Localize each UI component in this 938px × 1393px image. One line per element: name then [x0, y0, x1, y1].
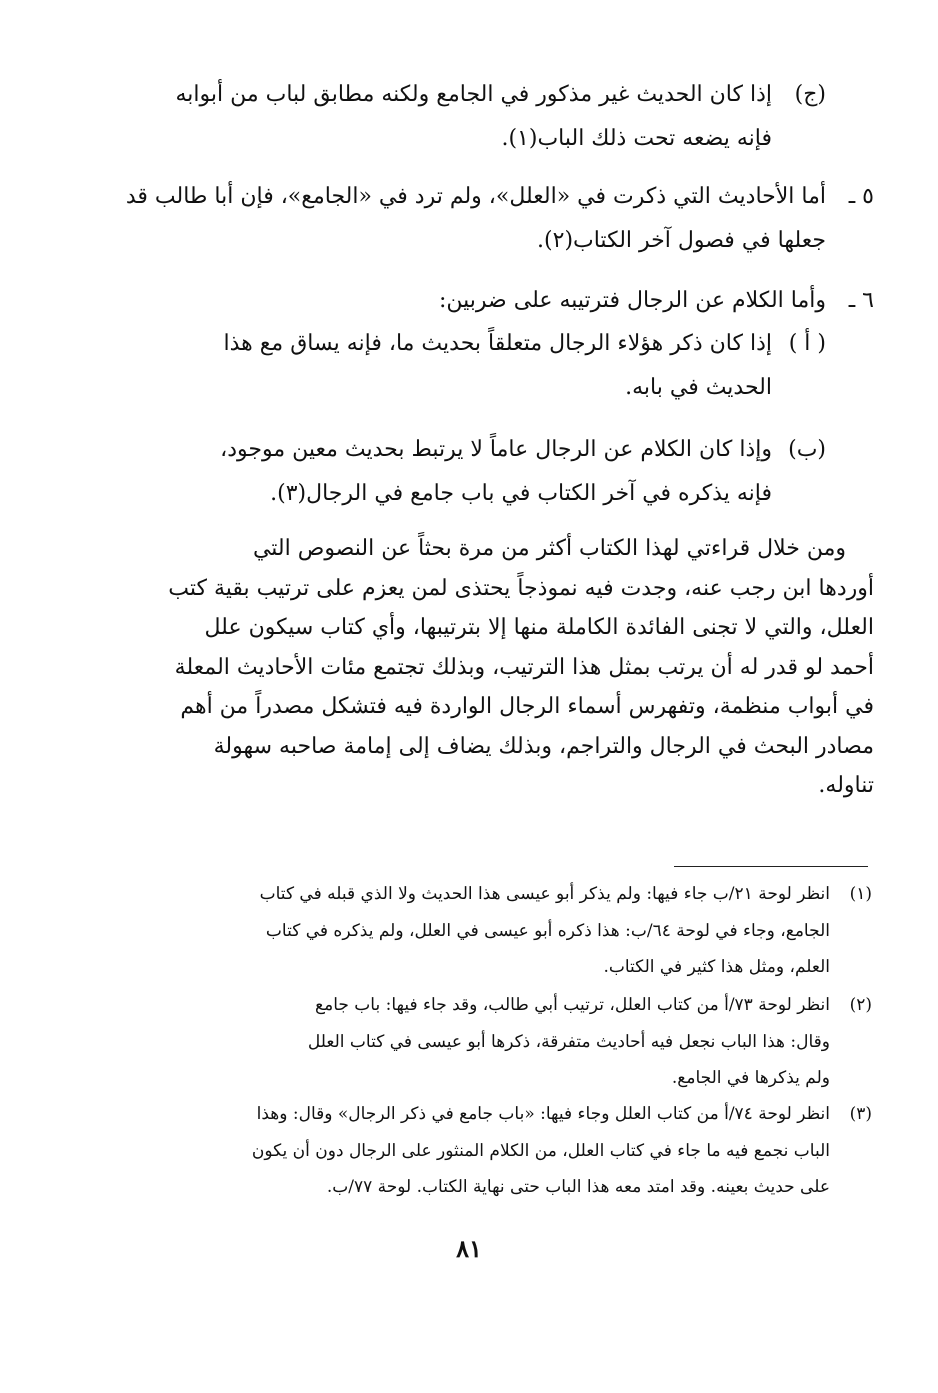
item-line: فإنه يذكره في آخر الكتاب في باب جامع في الرجال(٣). — [270, 481, 772, 506]
footnote-line: انظر لوحة ٢١/ب جاء فيها: ولم يذكر أبو عيسى هذا الحديث ولا الذي قبله في كتاب — [259, 884, 830, 904]
footnote-3 — [140, 1096, 872, 1206]
item-line: وإذا كان الكلام عن الرجال عاماً لا يرتبط بحديث معين موجود، — [220, 437, 772, 462]
paragraph-line: تناوله. — [818, 773, 874, 798]
item-line: فإنه يضعه تحت ذلك الباب(١). — [501, 126, 772, 151]
footnote-number: (٣) — [849, 1104, 872, 1124]
footnote-line: ولم يذكرها في الجامع. — [671, 1068, 830, 1088]
footnote-line: العلم، ومثل هذا كثير في الكتاب. — [603, 957, 830, 977]
paragraph-line: أحمد لو قدر له أن يرتب بمثل هذا الترتيب، وبذلك تجتمع مئات الأحاديث المعلة — [174, 654, 874, 680]
footnote-line: الباب نجمع فيه ما جاء في كتاب العلل، من الكلام المنثور على الرجال دون أن يكون — [251, 1140, 830, 1161]
paragraph-line: العلل، والتي لا تجنى الفائدة الكاملة منها إلا بترتيبها، وأي كتاب سيكون علل — [204, 615, 874, 640]
footnote-2 — [140, 987, 872, 1097]
footnote-line: على حديث بعينه. وقد امتد معه هذا الباب حتى نهاية الكتاب. لوحة ٧٧/ب. — [326, 1177, 830, 1197]
paragraph-line: ومن خلال قراءتي لهذا الكتاب أكثر من مرة بحثاً عن النصوص التي — [252, 536, 846, 561]
footnote-number: (٢) — [849, 995, 872, 1015]
item-line: أما الأحاديث التي ذكرت في «العلل»، ولم ترد في «الجامع»، فإن أبا طالب قد — [125, 184, 826, 209]
item-line: إذا كان ذكر هؤلاء الرجال متعلقاً بحديث ما، فإنه يساق مع هذا — [223, 331, 772, 356]
footnote-number: (١) — [849, 884, 872, 904]
item-line: جعلها في فصول آخر الكتاب(٢). — [537, 228, 826, 253]
paragraph-line: في أبواب منظمة، وتفهرس أسماء الرجال الواردة فيه فتشكل مصدراً من أهم — [180, 694, 874, 719]
body-paragraph — [162, 529, 874, 806]
page-number: ٨١ — [456, 1234, 482, 1263]
list-item-jim — [114, 73, 826, 161]
list-item-5 — [122, 175, 874, 263]
paragraph-line: أوردها ابن رجب عنه، وجدت فيه نموذجاً يحتذى لمن يعزم على ترتيب بقية كتب — [168, 575, 874, 601]
item-marker: ٦ ـ — [848, 288, 874, 313]
footnote-line: الجامع، وجاء في لوحة ٦٤/ب: هذا ذكره أبو عيسى في العلل، ولم يذكره في كتاب — [265, 920, 830, 941]
item-line: الحديث في بابه. — [625, 375, 772, 400]
item-marker: ( أ ) — [788, 331, 826, 356]
item-line: وأما الكلام عن الرجال فترتيبه على ضربين: — [439, 288, 826, 313]
footnote-separator — [674, 866, 868, 867]
paragraph-line: مصادر البحث في الرجال والتراجم، وبذلك يضاف إلى إمامة صاحبه سهولة — [213, 733, 874, 759]
item-marker: (ج) — [794, 82, 826, 107]
footnote-line: انظر لوحة ٧٣/أ من كتاب العلل، ترتيب أبي طالب، وقد جاء فيها: باب جامع — [315, 995, 830, 1015]
list-item-alif — [114, 322, 826, 410]
item-line: إذا كان الحديث غير مذكور في الجامع ولكنه مطابق لباب من أبوابه — [175, 82, 772, 107]
list-item-6 — [122, 279, 874, 323]
item-marker: ٥ ـ — [848, 184, 874, 209]
list-item-ba — [114, 428, 826, 516]
item-marker: (ب) — [788, 437, 826, 462]
footnote-1 — [140, 876, 872, 986]
footnote-line: انظر لوحة ٧٤/أ من كتاب العلل وجاء فيها: «باب جامع في ذكر الرجال» وقال: وهذا — [256, 1104, 830, 1124]
footnote-line: وقال: هذا الباب نجعل فيه أحاديث متفرقة، ذكرها أبو عيسى في كتاب العلل — [307, 1031, 830, 1052]
